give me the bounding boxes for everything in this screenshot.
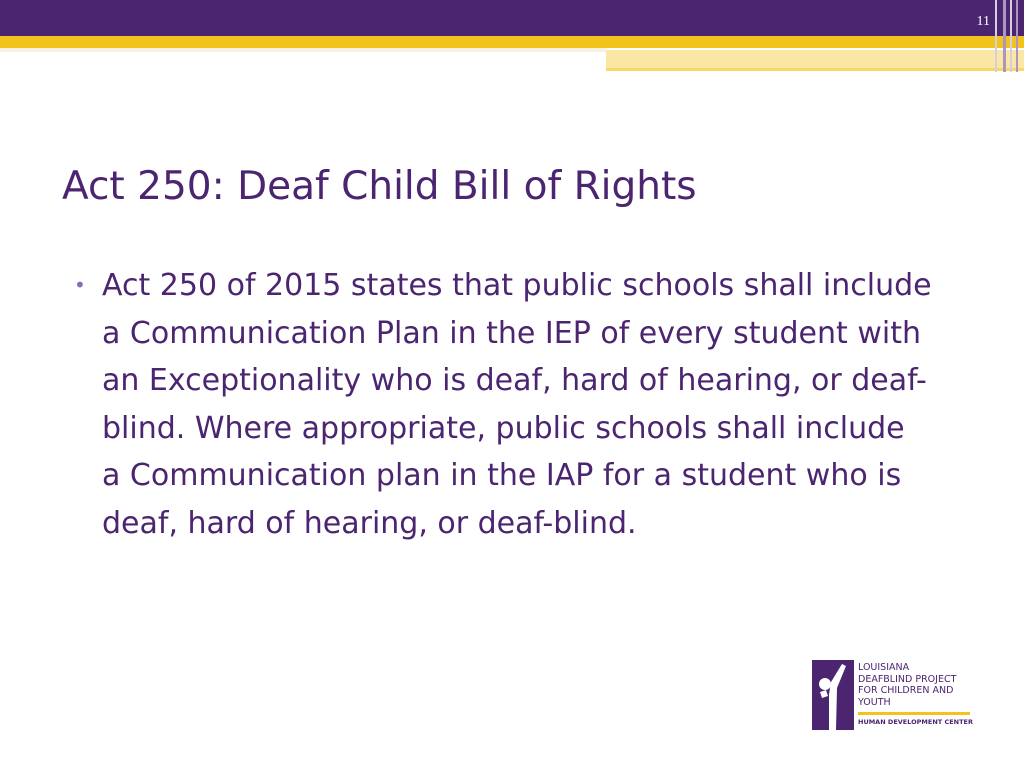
header-divider-line (1010, 0, 1012, 72)
slide-title: Act 250: Deaf Child Bill of Rights (62, 164, 697, 209)
header-gold-stripe (0, 36, 1024, 48)
logo-text (858, 662, 956, 708)
organization-logo (812, 660, 982, 732)
header-gold-accent (606, 50, 1024, 68)
logo-divider (858, 712, 970, 715)
header-band (0, 0, 1024, 36)
bullet-text: Act 250 of 2015 states that public schools shall include a Communication Plan in the IEP of every student with an Exceptionality who is deaf, hard of hearing, or deaf-blind. Where appropriate, public schools shall include a Communication plan in the IAP for a student who is deaf, hard of hearing, or deaf-blind. (102, 268, 932, 541)
header-divider-line (995, 0, 997, 72)
header-shadow-stripe (0, 48, 606, 52)
header-divider-line (1016, 0, 1018, 72)
header-gold-accent-line (606, 68, 1024, 71)
logo-line: YOUTH (858, 696, 891, 708)
header-divider-line (1003, 0, 1006, 72)
logo-subtitle: HUMAN DEVELOPMENT CENTER (858, 718, 974, 726)
raised-arm-figure-icon (812, 660, 854, 730)
bullet-marker: • (74, 273, 86, 297)
page-number: 11 (976, 14, 990, 29)
logo-line: LOUISIANA (858, 662, 910, 673)
logo-line: DEAFBLIND PROJECT (858, 673, 957, 685)
logo-line: FOR CHILDREN AND (858, 685, 954, 696)
